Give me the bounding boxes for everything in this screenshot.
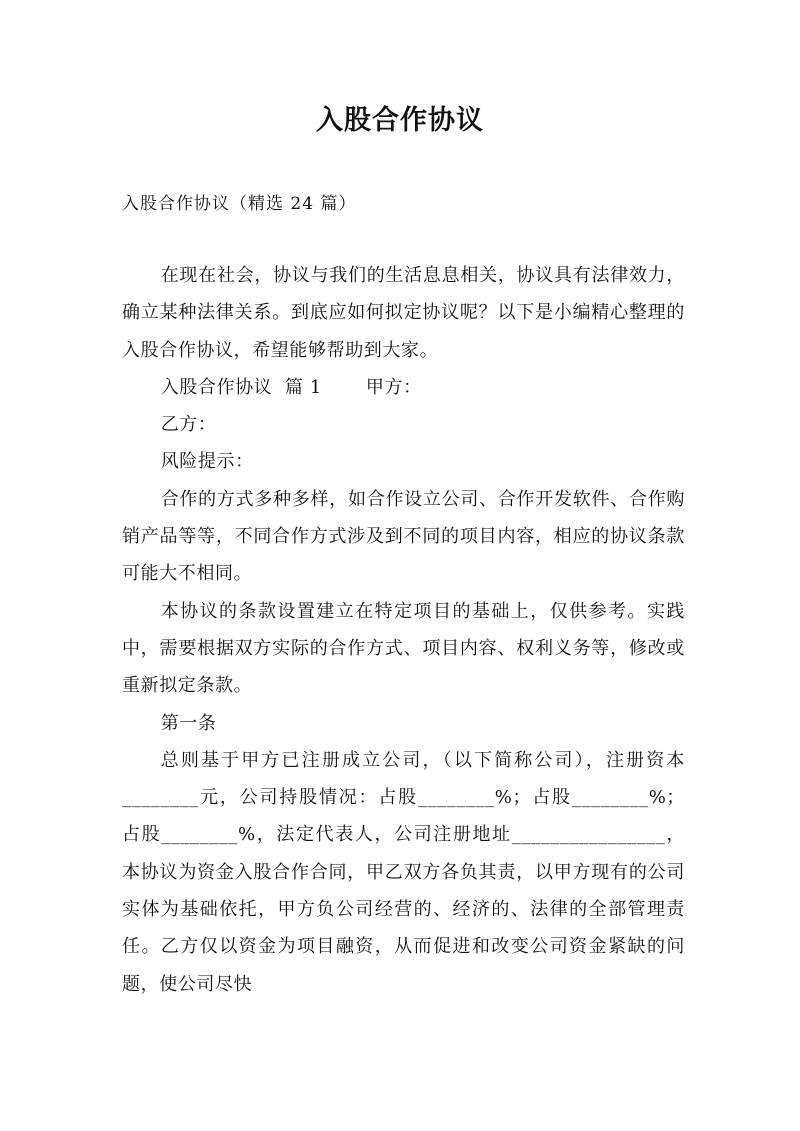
article-heading: 第一条 — [160, 712, 217, 734]
party-b-label: 乙方： — [160, 414, 217, 436]
risk-paragraph-2: 本协议的条款设置建立在特定项目的基础上，仅供参考。实践中，需要根据双方实际的合作方式、项目内容、权利义务等，修改或重新拟定条款。 — [122, 600, 685, 697]
document-subtitle: 入股合作协议（精选 24 篇） — [122, 194, 357, 214]
risk-heading: 风险提示： — [160, 451, 254, 473]
chapter-line — [122, 369, 685, 406]
party-a-label: 甲方： — [365, 376, 422, 398]
document-body — [122, 257, 685, 1003]
chapter-heading: 入股合作协议 篇 1 — [160, 376, 322, 398]
document-title: 入股合作协议 — [316, 105, 484, 136]
risk-paragraph-1: 合作的方式多种多样，如合作设立公司、合作开发软件、合作购销产品等等，不同合作方式涉及到不同的项目内容，相应的协议条款可能大不相同。 — [122, 488, 685, 585]
article-1-paragraph: 总则基于甲方已注册成立公司，（以下简称公司），注册资本________元，公司持股情况：占股________%；占股________%；占股________%，法定代表人，公司注册地址________________，本协议为资金入股合作合同，甲乙双方各负其责，以甲方现有的公司实体为基础依托，甲方负公司经营的、经济的、法律的全部管理责任。乙方仅以资金为项目融资，从而促进和改变公司资金紧缺的问题，使公司尽快 — [122, 749, 685, 995]
intro-paragraph: 在现在社会，协议与我们的生活息息相关，协议具有法律效力，确立某种法律关系。到底应如何拟定协议呢？以下是小编精心整理的入股合作协议，希望能够帮助到大家。 — [122, 265, 685, 361]
